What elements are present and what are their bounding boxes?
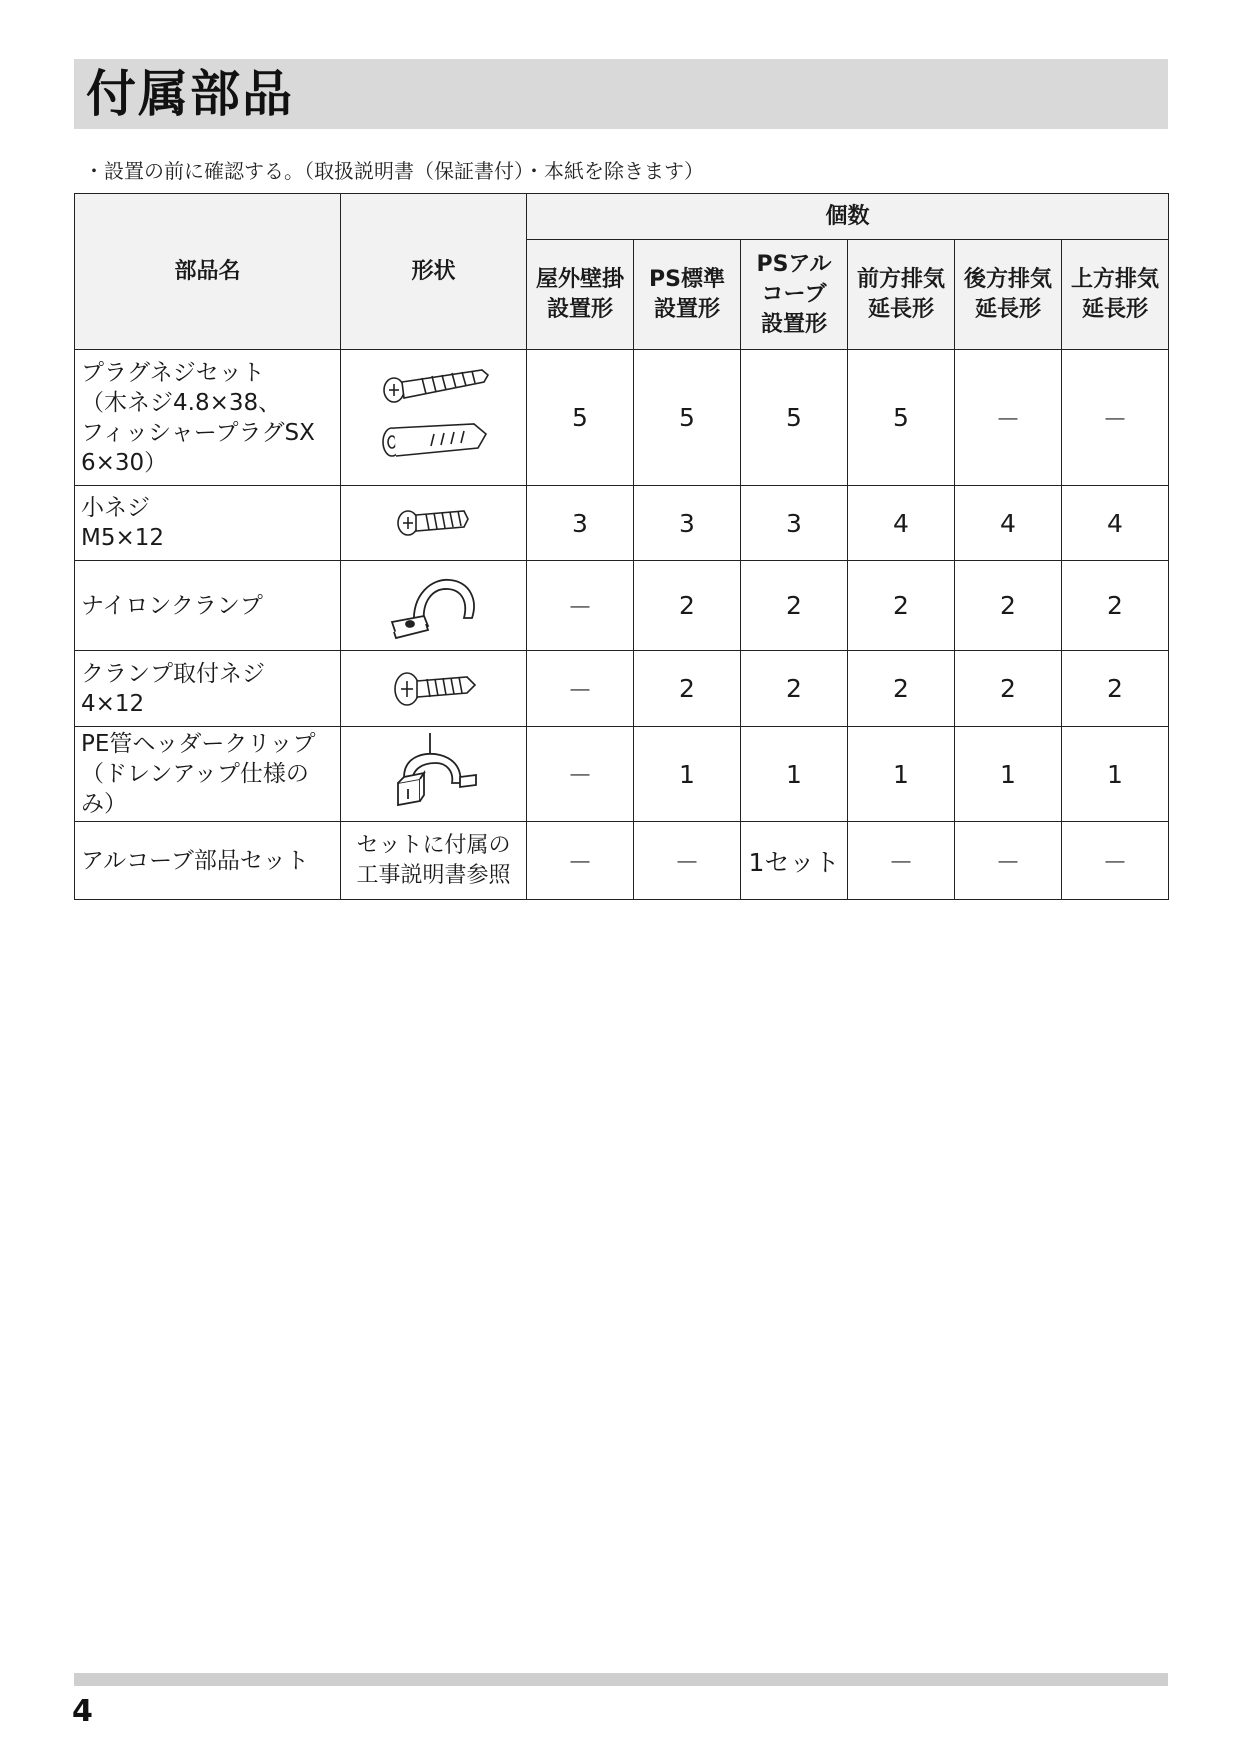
header-type-2: PS標準 設置形 bbox=[634, 240, 741, 350]
count-cell: 1セット bbox=[741, 822, 848, 900]
count-cell: 2 bbox=[634, 561, 741, 651]
count-cell: － bbox=[955, 822, 1062, 900]
count-cell: 2 bbox=[1062, 561, 1169, 651]
count-cell: 2 bbox=[1062, 651, 1169, 727]
count-cell: 3 bbox=[634, 486, 741, 561]
count-cell: 2 bbox=[741, 651, 848, 727]
count-cell: － bbox=[1062, 822, 1169, 900]
count-cell: 4 bbox=[955, 486, 1062, 561]
count-cell: 1 bbox=[955, 727, 1062, 822]
count-cell: 5 bbox=[634, 350, 741, 486]
table-row bbox=[75, 486, 1169, 561]
count-cell: 3 bbox=[527, 486, 634, 561]
count-cell: 2 bbox=[848, 561, 955, 651]
header-shape: 形状 bbox=[341, 194, 527, 350]
count-cell: － bbox=[527, 727, 634, 822]
count-cell: 1 bbox=[848, 727, 955, 822]
count-cell: 4 bbox=[848, 486, 955, 561]
count-cell: － bbox=[848, 822, 955, 900]
header-type-3: PSアル コーブ 設置形 bbox=[741, 240, 848, 350]
count-cell: － bbox=[527, 561, 634, 651]
parts-table bbox=[74, 193, 1169, 900]
page-number: 4 bbox=[72, 1694, 93, 1729]
wood-screw-and-plug-icon bbox=[341, 350, 527, 486]
part-name: PE管ヘッダークリップ （ドレンアップ仕様のみ） bbox=[75, 727, 341, 822]
note-text: ・設置の前に確認する。（取扱説明書（保証書付）・本紙を除きます） bbox=[84, 159, 704, 183]
count-cell: － bbox=[955, 350, 1062, 486]
footer-bar bbox=[74, 1673, 1168, 1686]
table-row bbox=[75, 350, 1169, 486]
table-row bbox=[75, 727, 1169, 822]
count-cell: 4 bbox=[1062, 486, 1169, 561]
header-count: 個数 bbox=[527, 194, 1169, 240]
header-type-4: 前方排気 延長形 bbox=[848, 240, 955, 350]
count-cell: 1 bbox=[1062, 727, 1169, 822]
count-cell: 2 bbox=[848, 651, 955, 727]
count-cell: 3 bbox=[741, 486, 848, 561]
count-cell: 2 bbox=[955, 561, 1062, 651]
table-row bbox=[75, 651, 1169, 727]
part-name: ナイロンクランプ bbox=[75, 561, 341, 651]
header-type-1: 屋外壁掛 設置形 bbox=[527, 240, 634, 350]
count-cell: 1 bbox=[741, 727, 848, 822]
count-cell: 2 bbox=[955, 651, 1062, 727]
count-cell: 5 bbox=[848, 350, 955, 486]
count-cell: 1 bbox=[634, 727, 741, 822]
count-cell: － bbox=[1062, 350, 1169, 486]
count-cell: － bbox=[527, 651, 634, 727]
count-cell: 5 bbox=[527, 350, 634, 486]
part-name: 小ネジ M5×12 bbox=[75, 486, 341, 561]
header-type-5: 後方排気 延長形 bbox=[955, 240, 1062, 350]
header-type-6: 上方排気 延長形 bbox=[1062, 240, 1169, 350]
count-cell: 2 bbox=[741, 561, 848, 651]
part-name: プラグネジセット （木ネジ4.8×38、 フィッシャープラグSX 6×30） bbox=[75, 350, 341, 486]
table-row bbox=[75, 561, 1169, 651]
title-bar bbox=[74, 59, 1168, 129]
header-clip-icon bbox=[341, 727, 527, 822]
shape-note: セットに付属の 工事説明書参照 bbox=[341, 822, 527, 900]
page-title: 付属部品 bbox=[86, 65, 294, 123]
table-row bbox=[75, 822, 1169, 900]
count-cell: 2 bbox=[634, 651, 741, 727]
clamp-screw-icon bbox=[341, 651, 527, 727]
header-part-name: 部品名 bbox=[75, 194, 341, 350]
nylon-clamp-icon bbox=[341, 561, 527, 651]
part-name: アルコーブ部品セット bbox=[75, 822, 341, 900]
count-cell: － bbox=[527, 822, 634, 900]
count-cell: 5 bbox=[741, 350, 848, 486]
part-name: クランプ取付ネジ 4×12 bbox=[75, 651, 341, 727]
count-cell: － bbox=[634, 822, 741, 900]
machine-screw-icon bbox=[341, 486, 527, 561]
